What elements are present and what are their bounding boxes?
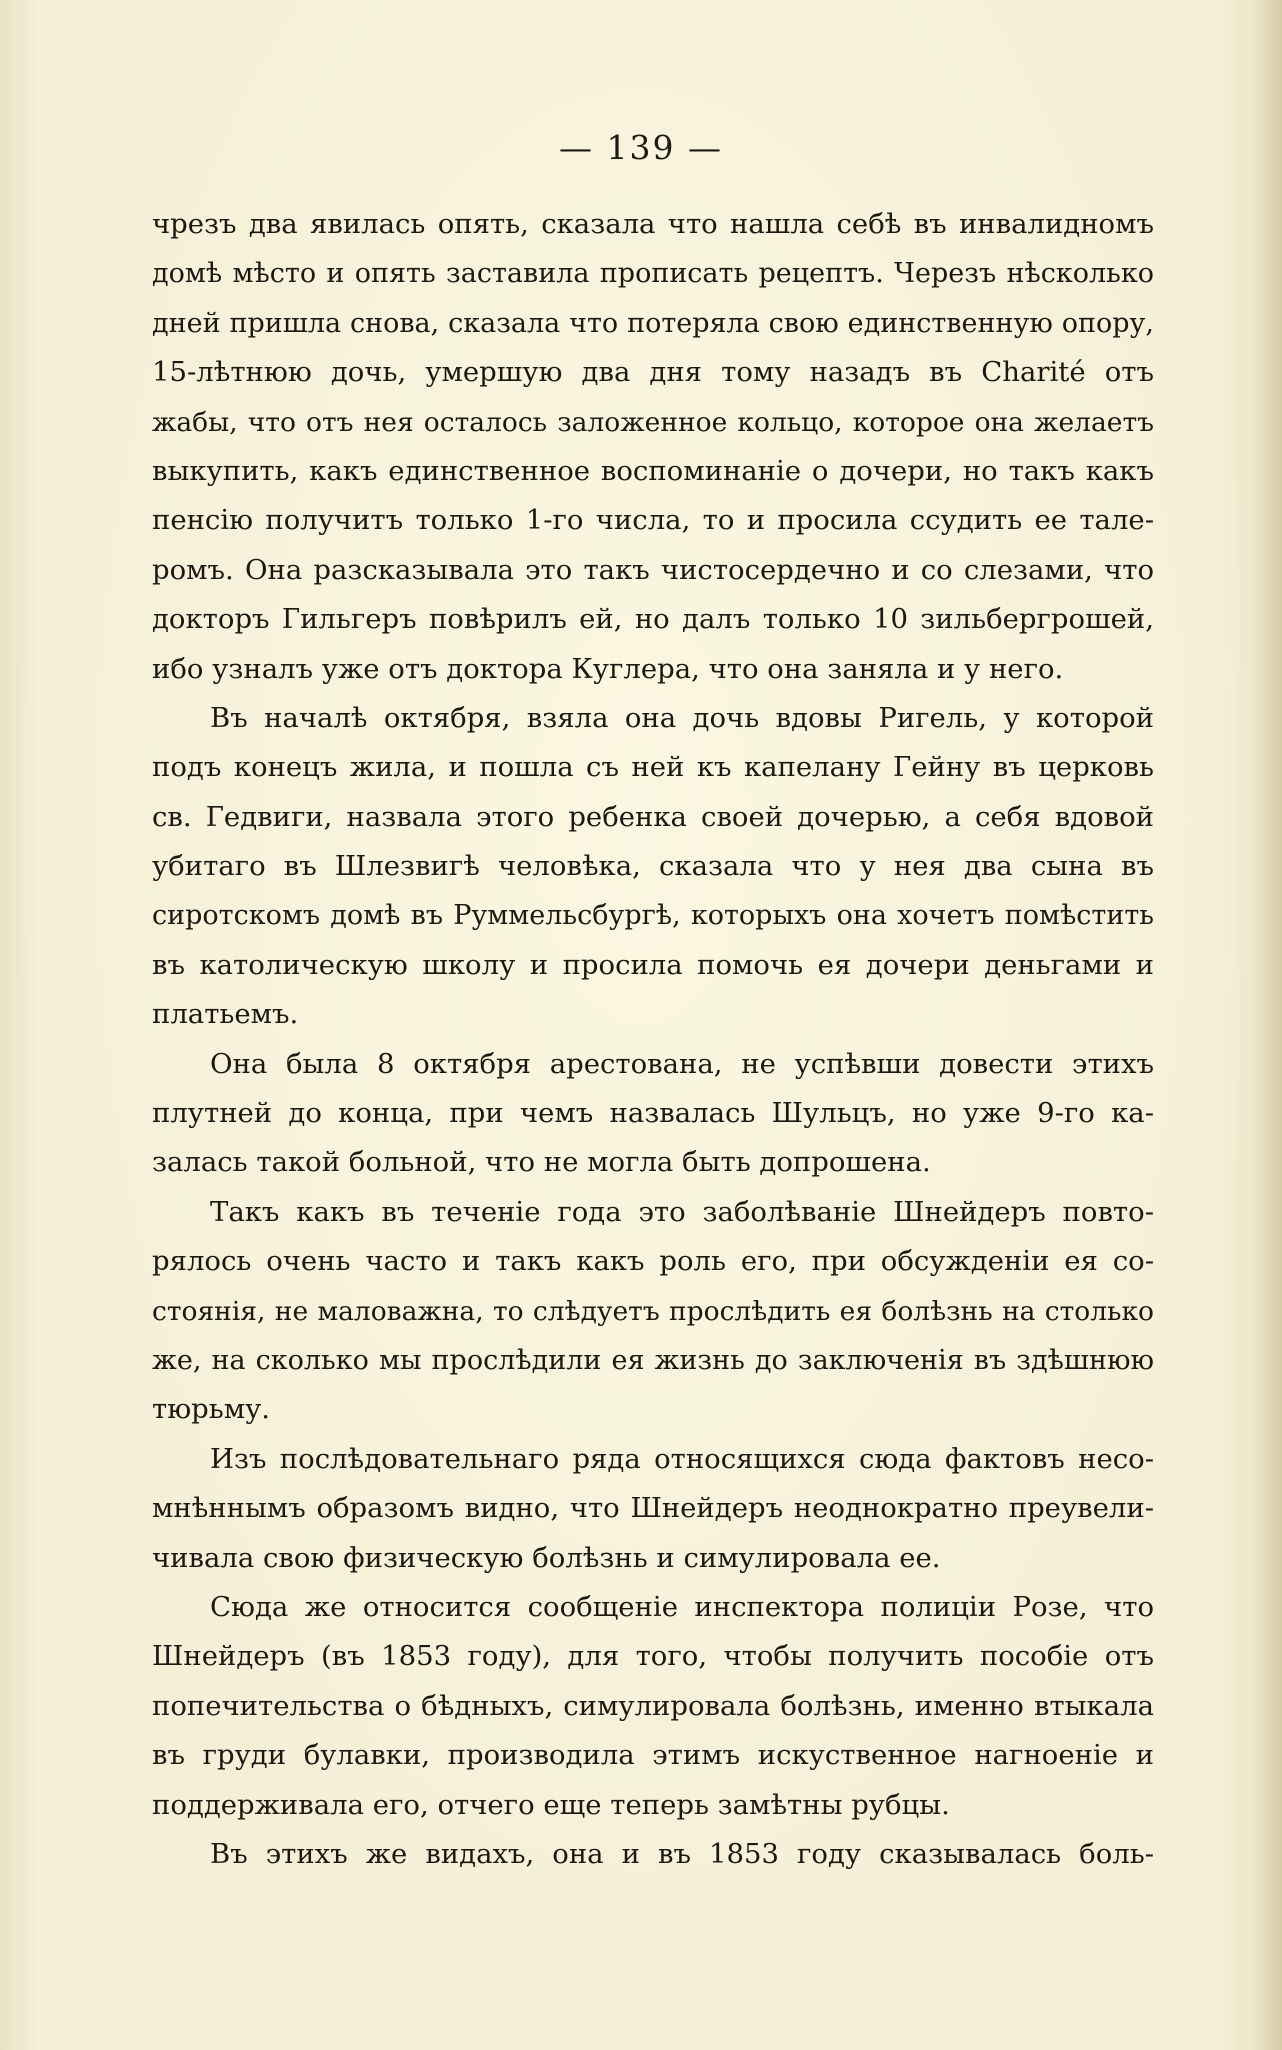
text-line: чивала свою физическую болѣзнь и симулировала ее.: [152, 1541, 941, 1574]
text-line: пенсiю получитъ только 1-го числа, то и просила ссудить ее тале-: [152, 504, 1154, 537]
text-line: рялось очень часто и такъ какъ роль его, при обсужденiи ея со-: [152, 1245, 1154, 1278]
text-line: же, на сколько мы прослѣдили ея жизнь до заключенiя въ здѣшнюю: [152, 1344, 1154, 1376]
text-line: Въ этихъ же видахъ, она и въ 1853 году сказывалась боль-: [210, 1837, 1154, 1870]
text-line: Такъ какъ въ теченiе года это заболѣванiе Шнейдеръ повто-: [210, 1195, 1154, 1228]
text-line: выкупить, какъ единственное воспоминанiе о дочери, но такъ какъ: [152, 454, 1154, 487]
text-line: ибо узналъ уже отъ доктора Куглера, что она заняла и у него.: [152, 652, 1064, 685]
text-line: жабы, что отъ нея осталось заложенное кольцо, которое она желаетъ: [152, 406, 1154, 438]
text-line: Сюда же относится сообщенiе инспектора полицiи Розе, что: [210, 1590, 1154, 1623]
page-number: — 139 —: [559, 128, 723, 167]
text-line: въ католическую школу и просила помочь ея дочери деньгами и: [152, 948, 1154, 981]
text-line: 15-лѣтнюю дочь, умершую два дня тому назадъ въ Charité отъ: [152, 356, 1154, 389]
text-line: убитаго въ Шлезвигѣ человѣка, сказала что у нея два сына въ: [152, 850, 1154, 883]
text-line: залась такой больной, что не могла быть допрошена.: [152, 1146, 931, 1179]
text-line: сиротскомъ домѣ въ Руммельсбургѣ, которыхъ она хочетъ помѣстить: [152, 900, 1154, 932]
text-line: подъ конецъ жила, и пошла съ ней къ капелану Гейну въ церковь: [152, 751, 1154, 784]
body-text: [152, 200, 1154, 1879]
text-line: платьемъ.: [152, 998, 299, 1031]
text-line: мнѣннымъ образомъ видно, что Шнейдеръ неоднократно преувели-: [152, 1492, 1154, 1525]
text-line: чрезъ два явилась опять, сказала что нашла себѣ въ инвалидномъ: [152, 208, 1154, 240]
text-line: поддерживала его, отчего еще теперь замѣтны рубцы.: [152, 1788, 950, 1821]
text-line: тюрьму.: [152, 1393, 271, 1426]
page-edge-shadow: [1254, 0, 1282, 2050]
text-line: плутней до конца, при чемъ назвалась Шульцъ, но уже 9-го ка-: [152, 1097, 1154, 1130]
text-line: дней пришла снова, сказала что потеряла свою единственную опору,: [152, 307, 1154, 339]
text-line: Шнейдеръ (въ 1853 году), для того, чтобы получить пособiе отъ: [152, 1640, 1154, 1673]
text-line: Изъ послѣдовательнаго ряда относящихся сюда фактовъ несо-: [210, 1442, 1154, 1475]
text-line: домѣ мѣсто и опять заставила прописать рецептъ. Черезъ нѣсколько: [152, 258, 1154, 290]
text-line: Въ началѣ октября, взяла она дочь вдовы Ригель, у которой: [210, 701, 1154, 734]
text-line: въ груди булавки, производила этимъ искуственное нагноенiе и: [152, 1739, 1154, 1772]
text-line: стоянiя, не маловажна, то слѣдуетъ прослѣдить ея болѣзнь на столько: [152, 1295, 1154, 1327]
text-line: попечительства о бѣдныхъ, симулировала болѣзнь, именно втыкала: [152, 1689, 1154, 1722]
text-line: ромъ. Она разсказывала это такъ чистосердечно и со слезами, что: [152, 553, 1154, 586]
text-line: докторъ Гильгеръ повѣрилъ ей, но далъ только 10 зильбергрошей,: [152, 603, 1154, 636]
text-line: св. Гедвиги, назвала этого ребенка своей дочерью, а себя вдовой: [152, 800, 1154, 833]
text-line: Она была 8 октября арестована, не успѣвши довести этихъ: [210, 1047, 1154, 1080]
